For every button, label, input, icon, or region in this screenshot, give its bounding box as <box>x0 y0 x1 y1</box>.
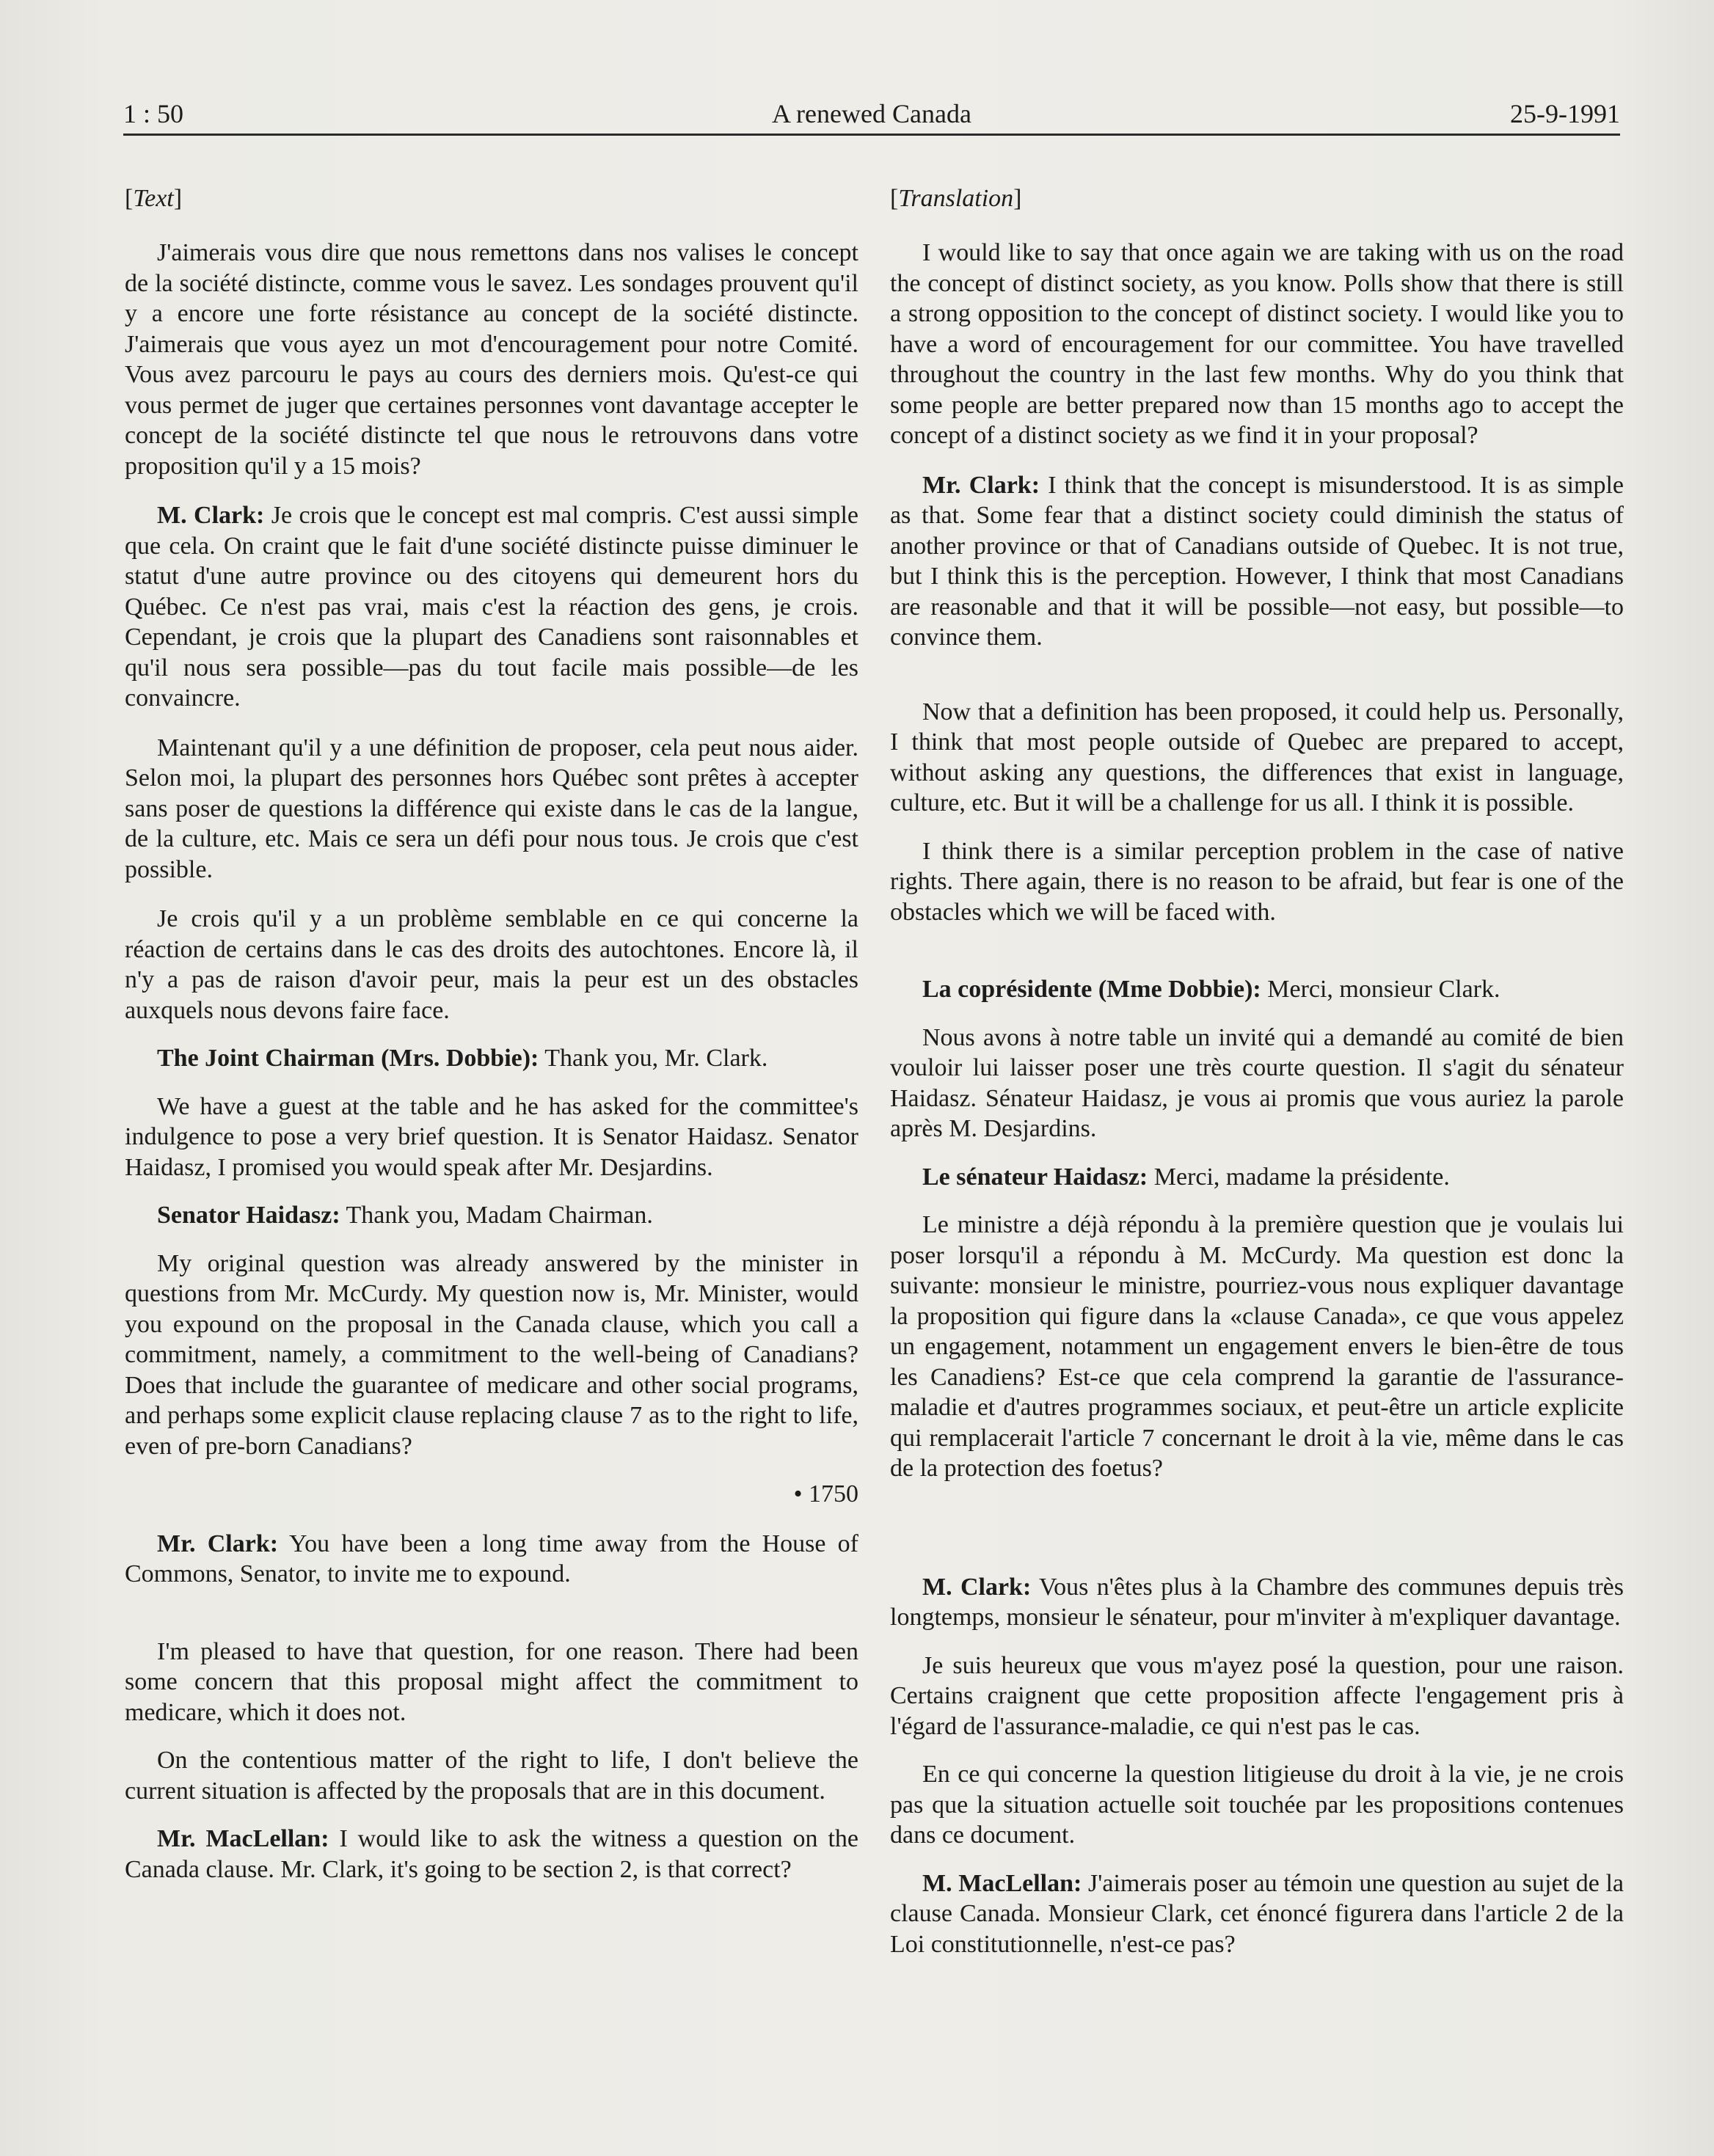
paragraph: My original question was already answered by the minister in questions from Mr. McCurdy. My question now is, Mr. Minister, would you expound on the proposal in the Canada clause, which you call a commitment, namely, a commitment to the well-being of Canadians? Does that include the guarantee of medicare and other social programs, and perhaps some explicit clause replacing clause 7 as to the right to life, even of pre-born Canadians? <box>125 1249 858 1460</box>
paragraph: I'm pleased to have that question, for one reason. There had been some concern that this proposal might affect the commitment to medicare, which it does not. <box>125 1637 858 1726</box>
speaker-name: M. Clark: <box>157 502 265 529</box>
paragraph: Maintenant qu'il y a une définition de proposer, cela peut nous aider. Selon moi, la plupart des personnes hors Québec sont prêtes à accepter sans poser de questions la différence qui existe dans le cas de la langue, de la culture, etc. Mais ce sera un défi pour nous tous. Je crois que c'est possible. <box>125 734 858 883</box>
publication-date: 25-9-1991 <box>1510 99 1620 128</box>
paragraph: Le ministre a déjà répondu à la première question que je voulais lui poser lorsqu'il a répondu à M. McCurdy. Ma question est donc la suivante: monsieur le ministre, pourriez-vous nous expliquer davantage la proposition qui figure dans la «clause Canada», ce que vous appelez un engagement, notamment un engagement envers le bien-être de tous les Canadiens? Est-ce que cela comprend la garantie de l'assurance-maladie et d'autres programmes sociaux, et peut-être un article explicite qui remplacerait l'article 7 concernant le droit à la vie, même dans le cas de la protection des foetus? <box>890 1211 1624 1482</box>
right-column <box>890 183 1624 1974</box>
speaker-name: Senator Haidasz: <box>157 1202 340 1229</box>
paragraph: I would like to say that once again we are taking with us on the road the concept of distinct society, as you know. Polls show that there is still a strong opposition to the concept of distinct society. I would like you to have a word of encouragement for our committee. You have travelled throughout the country in the last few months. Why do you think that some people are better prepared now than 15 months ago to accept the concept of a distinct society as we find it in your proposal? <box>890 239 1624 449</box>
paragraph: M. Clark: Je crois que le concept est mal compris. C'est aussi simple que cela. On craint que le fait d'une société distincte puisse diminuer le statut d'une autre province ou des citoyens qui demeurent hors du Québec. Ce n'est pas vrai, mais c'est la réaction des gens, je crois. Cependant, je crois que la plupart des Canadiens sont raisonnables et qu'il nous sera possible—pas du tout facile mais possible—de les convaincre. <box>125 502 858 712</box>
speaker-name: Mr. Clark: <box>157 1530 279 1557</box>
speaker-name: Mr. MacLellan: <box>157 1825 329 1852</box>
column-tag: [ Translation ] <box>890 183 1624 214</box>
paragraph: J'aimerais vous dire que nous remettons dans nos valises le concept de la société distincte, comme vous le savez. Les sondages prouvent qu'il y a encore une forte résistance au concept de la société distincte. J'aimerais que vous ayez un mot d'encouragement pour notre Comité. Vous avez parcouru le pays au cours des derniers mois. Qu'est-ce qui vous permet de juger que certaines personnes vont davantage accepter le concept de la société distincte tel que nous le retrouvons dans votre proposition qu'il y a 15 mois? <box>125 239 858 480</box>
paragraph: M. Clark: Vous n'êtes plus à la Chambre des communes depuis très longtemps, monsieur le sénateur, pour m'inviter à m'expliquer davantage. <box>890 1573 1624 1631</box>
paragraph: The Joint Chairman (Mrs. Dobbie): Thank you, Mr. Clark. <box>157 1045 768 1072</box>
time-marker: • 1750 <box>793 1480 858 1508</box>
paragraph: Nous avons à notre table un invité qui a demandé au comité de bien vouloir lui laisser poser une très courte question. Il s'agit du sénateur Haidasz. Sénateur Haidasz, je vous ai promis que vous auriez la parole après M. Desjardins. <box>890 1023 1624 1142</box>
paragraph: I think there is a similar perception problem in the case of native rights. There again, there is no reason to be afraid, but fear is one of the obstacles which we will be faced with. <box>890 837 1624 926</box>
page-number: 1 : 50 <box>123 99 184 128</box>
speaker-name: The Joint Chairman (Mrs. Dobbie): <box>157 1045 539 1072</box>
paragraph: Mr. Clark: I think that the concept is misunderstood. It is as simple as that. Some fear that a distinct society could diminish the status of another province or that of Canadians outside of Quebec. It is not true, but I think this is the perception. However, I think that most Canadians are reasonable and that it will be possible—not easy, but possible—to convince them. <box>890 471 1624 651</box>
paragraph: On the contentious matter of the right to life, I don't believe the current situation is affected by the proposals that are in this document. <box>125 1747 858 1805</box>
speaker-name: M. Clark: <box>922 1573 1032 1601</box>
speaker-name: Mr. Clark: <box>922 471 1040 499</box>
page-header <box>123 95 1620 136</box>
speaker-name: M. MacLellan: <box>922 1869 1082 1897</box>
paragraph: Je suis heureux que vous m'ayez posé la question, pour une raison. Certains craignent que cette proposition affecte l'engagement pris à l'égard de l'assurance-maladie, ce qui n'est pas le cas. <box>890 1651 1624 1740</box>
paragraph: Mr. Clark: You have been a long time away from the House of Commons, Senator, to invite me to expound. <box>125 1530 858 1587</box>
speaker-name: Le sénateur Haidasz: <box>922 1163 1148 1191</box>
paragraph: En ce qui concerne la question litigieuse du droit à la vie, je ne crois pas que la situation actuelle soit touchée par les propositions contenues dans ce document. <box>890 1761 1624 1849</box>
paragraph: We have a guest at the table and he has asked for the committee's indulgence to pose a very brief question. It is Senator Haidasz. Senator Haidasz, I promised you would speak after Mr. Desjardins. <box>125 1092 858 1181</box>
paragraph: Le sénateur Haidasz: Merci, madame la présidente. <box>922 1163 1450 1191</box>
speaker-name: La coprésidente (Mme Dobbie): <box>922 976 1261 1003</box>
paragraph: Senator Haidasz: Thank you, Madam Chairman. <box>157 1202 653 1229</box>
column-tag: [ Text ] <box>125 183 858 214</box>
paragraph: La coprésidente (Mme Dobbie): Merci, monsieur Clark. <box>922 976 1500 1003</box>
publication-title: A renewed Canada <box>772 99 971 128</box>
paragraph: Je crois qu'il y a un problème semblable en ce qui concerne la réaction de certains dans le cas des droits des autochtones. Encore là, il n'y a pas de raison d'avoir peur, mais la peur est un des obstacles auxquels nous devons faire face. <box>125 905 858 1024</box>
paragraph: Mr. MacLellan: I would like to ask the witness a question on the Canada clause. Mr. Clark, it's going to be section 2, is that correct? <box>125 1825 858 1883</box>
paragraph: M. MacLellan: J'aimerais poser au témoin une question au sujet de la clause Canada. Monsieur Clark, cet énoncé figurera dans l'article 2 de la Loi constitutionnelle, n'est-ce pas? <box>890 1869 1624 1958</box>
paragraph: Now that a definition has been proposed, it could help us. Personally, I think that most people outside of Quebec are prepared to accept, without asking any questions, the differences that exist in language, culture, etc. But it will be a challenge for us all. I think it is possible. <box>890 698 1624 816</box>
left-column <box>125 183 858 1899</box>
